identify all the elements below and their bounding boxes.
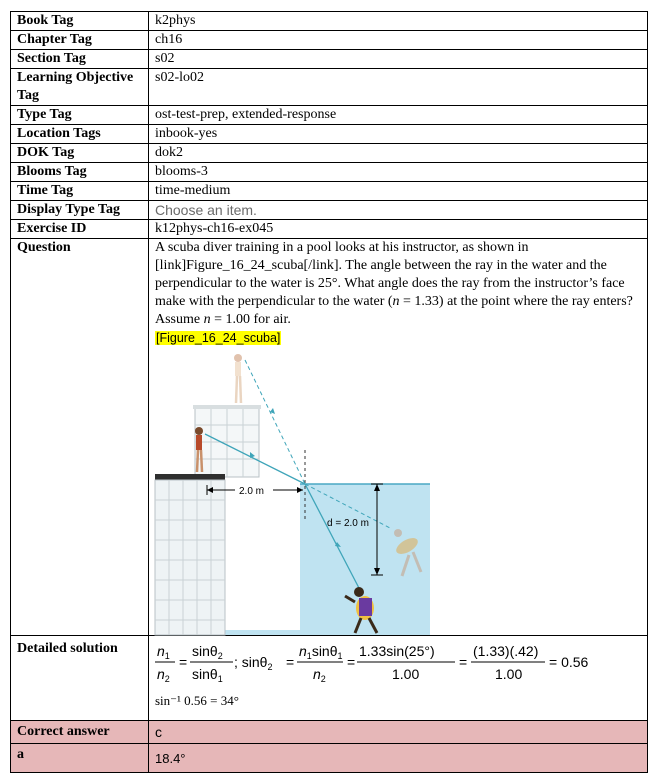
label: Chapter Tag [11,31,149,50]
row-exercise-id [11,220,648,239]
label: Exercise ID [11,220,149,239]
value: k2phys [149,12,648,31]
svg-text:n2: $n_2$ [313,666,326,684]
instructor-figure [234,354,242,403]
value: ost-test-prep, extended-response [149,106,648,125]
row-blooms-tag [11,163,648,182]
solution-line-2: sin⁻¹ 0.56 = 34° [155,693,239,708]
value: blooms-3 [149,163,648,182]
row-chapter-tag [11,31,648,50]
label: Location Tags [11,125,149,144]
svg-text:; sinθ2: ; sinθ$_2$ [234,654,273,672]
solution-body [149,636,648,721]
label: Type Tag [11,106,149,125]
svg-text:(1.33)(.42): (1.33)(.42) [473,643,539,659]
svg-text:n2: $n_2$ [157,666,170,684]
svg-text:=: = [179,654,188,670]
question-body [149,239,648,636]
tower-top [193,405,261,409]
svg-text:1.33sin(25°): 1.33sin(25°) [359,643,435,659]
label: Detailed solution [11,636,149,721]
svg-text:sinθ1: sinθ$_1$ [192,666,223,684]
row-dok-tag [11,144,648,163]
row-learning-objective-tag [11,69,648,106]
row-display-type-tag [11,201,648,220]
row-type-tag [11,106,648,125]
svg-text:=: = [347,654,356,670]
label: Section Tag [11,50,149,69]
svg-text:= 0.56: = 0.56 [549,654,589,670]
value: ch16 [149,31,648,50]
value: inbook-yes [149,125,648,144]
row-option-a [11,744,648,773]
pool-wall [155,480,225,635]
label: Correct answer [11,721,149,744]
value: 18.4° [149,744,648,773]
row-location-tags [11,125,648,144]
row-time-tag [11,182,648,201]
solution-equation [155,642,589,686]
svg-text:n1: $n_1$ [157,643,170,661]
svg-text:n1sinθ1: $n_1\sin\theta_1$ [299,643,343,661]
svg-text:=: = [459,654,468,670]
label: DOK Tag [11,144,149,163]
value: s02 [149,50,648,69]
row-question [11,239,648,636]
value: dok2 [149,144,648,163]
figure-tag: [Figure_16_24_scuba] [156,331,281,345]
value: time-medium [149,182,648,201]
svg-text:sinθ2: sinθ$_2$ [192,643,223,661]
label: Display Type Tag [11,201,149,220]
row-section-tag [11,50,648,69]
value: c [149,721,648,744]
row-book-tag [11,12,648,31]
label: Time Tag [11,182,149,201]
question-text: A scuba diver training in a pool looks at his instructor, as shown in [link]Figure_16_24_scuba[/link]. The angle between the ray in the water and the perpendicular to the water is 25°. What angle does the ray from the instructor’s face make with the perpendicular to the water (n = 1.33) at the point where the ray enters? Assume n = 1.00 for air. [155,240,633,327]
label: Learning Objective Tag [11,69,149,106]
label: Blooms Tag [11,163,149,182]
value: s02-lo02 [149,69,648,106]
scuba-figure [155,350,435,635]
display-type-dropdown[interactable]: Choose an item. [149,201,648,220]
platform [155,474,225,480]
label: Question [11,239,149,636]
width-label: 2.0 m [239,486,265,497]
svg-text:1.00: 1.00 [392,666,420,682]
svg-text:=: = [286,654,295,670]
depth-label: d = 2.0 m [327,518,369,529]
label: a [11,744,149,773]
question-metadata-table [10,11,648,773]
label: Book Tag [11,12,149,31]
svg-text:1.00: 1.00 [495,666,523,682]
value: k12phys-ch16-ex045 [149,220,648,239]
row-detailed-solution [11,636,648,721]
row-correct-answer [11,721,648,744]
